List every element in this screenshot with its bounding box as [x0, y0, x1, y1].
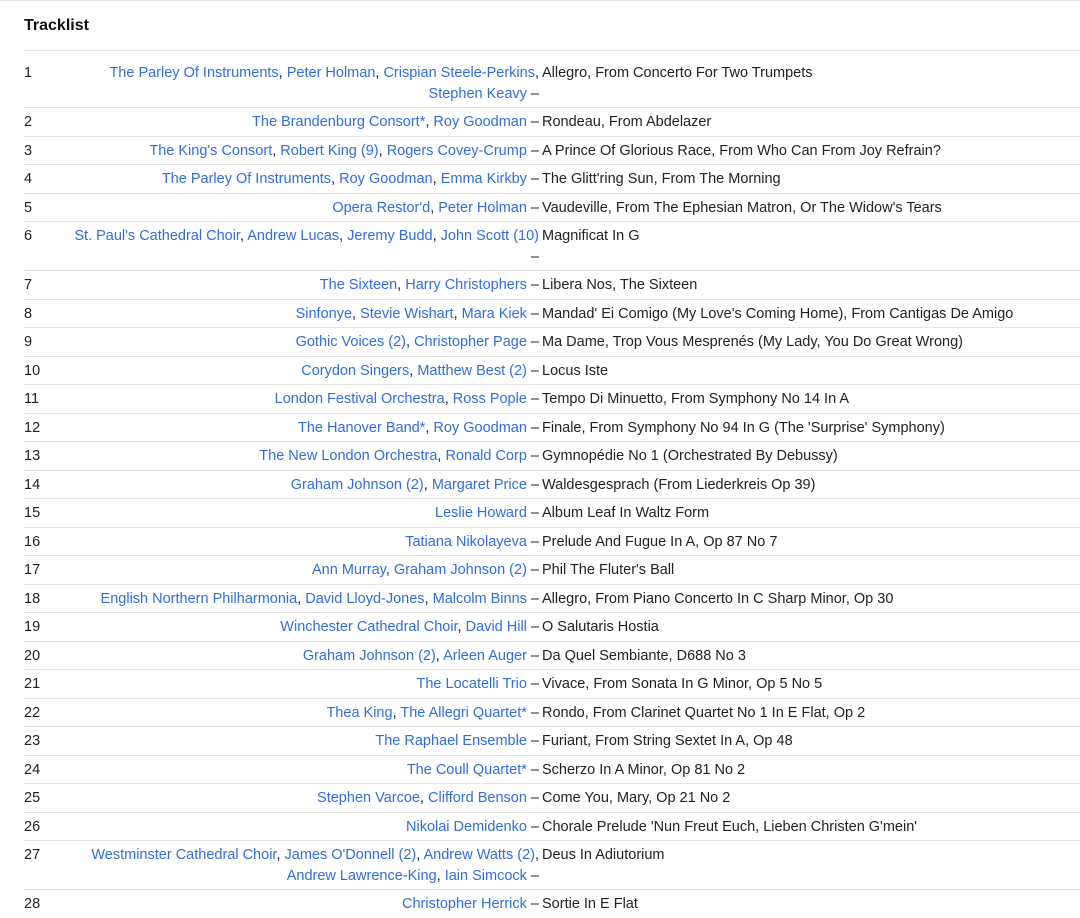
- track-artists: The Coull Quartet* –: [406, 761, 539, 778]
- track-row: [24, 442, 1080, 471]
- track-artists: The Raphael Ensemble –: [375, 733, 539, 749]
- artist-link[interactable]: The Raphael Ensemble: [375, 733, 527, 749]
- artist-link[interactable]: Thea King: [326, 704, 393, 721]
- top-divider: [0, 0, 1080, 1]
- track-row: [24, 137, 1080, 166]
- tracklist-table: [24, 59, 1080, 918]
- track-title: Da Quel Sembiante, D688 No 3: [542, 647, 746, 664]
- track-title: Vivace, From Sonata In G Minor, Op 5 No 5: [542, 676, 823, 692]
- artist-link[interactable]: The Hanover Band*: [297, 419, 426, 436]
- artist-link[interactable]: The Sixteen: [319, 277, 398, 293]
- artist-link[interactable]: Ross Pople: [452, 391, 527, 407]
- track-position: 24: [24, 761, 41, 778]
- track-title: Come You, Mary, Op 21 No 2: [542, 790, 731, 806]
- artist-link[interactable]: Stephen Varcoe: [317, 790, 420, 806]
- track-artists: Nikolai Demidenko –: [406, 818, 539, 835]
- artist-link[interactable]: Andrew Lucas: [247, 228, 340, 244]
- track-artists: The Locatelli Trio –: [416, 676, 539, 692]
- track-artists: Tatiana Nikolayeva –: [405, 533, 539, 550]
- track-position: 27: [24, 847, 41, 863]
- track-artists: Opera Restor'd, Peter Holman –: [332, 199, 539, 216]
- track-row: [24, 194, 1080, 223]
- track-title: Chorale Prelude 'Nun Freut Euch, Lieben Christen G'mein': [542, 818, 918, 835]
- artist-link[interactable]: Arleen Auger: [443, 647, 527, 664]
- artist-link[interactable]: Roy Goodman: [433, 419, 527, 436]
- track-position: 9: [24, 334, 33, 350]
- track-position: 19: [24, 619, 41, 635]
- track-artists: Graham Johnson (2), Margaret Price –: [290, 476, 539, 493]
- artist-link[interactable]: Winchester Cathedral Choir: [280, 619, 458, 635]
- artist-link[interactable]: The New London Orchestra: [259, 448, 438, 464]
- artist-link[interactable]: Harry Christophers: [405, 277, 527, 293]
- artist-link[interactable]: The Parley Of Instruments: [161, 171, 332, 187]
- artist-link[interactable]: St. Paul's Cathedral Choir: [74, 228, 240, 244]
- track-artists: The Parley Of Instruments, Peter Holman, Crispian Steele-Perkins, Stephen Keavy –: [109, 65, 539, 102]
- track-position: 20: [24, 647, 41, 664]
- track-row: [24, 528, 1080, 557]
- track-row: [24, 328, 1080, 357]
- track-title: Ma Dame, Trop Vous Mesprenés (My Lady, You Do Great Wrong): [542, 334, 963, 350]
- artist-link[interactable]: James O'Donnell (2): [284, 847, 417, 863]
- track-artists: The Sixteen, Harry Christophers –: [319, 277, 539, 293]
- track-row: [24, 670, 1080, 699]
- track-position: 2: [24, 114, 33, 130]
- artist-link[interactable]: Graham Johnson (2): [302, 647, 436, 664]
- artist-link[interactable]: Leslie Howard: [435, 505, 527, 521]
- track-artists: Stephen Varcoe, Clifford Benson –: [317, 790, 539, 806]
- track-artists: English Northern Philharmonia, David Lloyd-Jones, Malcolm Binns –: [100, 590, 539, 607]
- track-row: [24, 756, 1080, 785]
- artist-link[interactable]: Peter Holman: [438, 199, 527, 216]
- track-artists: Gothic Voices (2), Christopher Page –: [295, 334, 539, 350]
- artist-link[interactable]: Christopher Page: [414, 334, 527, 350]
- track-title: Scherzo In A Minor, Op 81 No 2: [542, 761, 746, 778]
- track-artists: Corydon Singers, Matthew Best (2) –: [301, 362, 539, 379]
- artist-link[interactable]: Clifford Benson: [428, 790, 527, 806]
- track-row: [24, 414, 1080, 443]
- track-artists: The Hanover Band*, Roy Goodman –: [297, 419, 539, 436]
- track-title: Finale, From Symphony No 94 In G (The 'Surprise' Symphony): [542, 419, 945, 436]
- track-title: Rondeau, From Abdelazer: [542, 114, 712, 130]
- track-position: 13: [24, 448, 41, 464]
- track-position: 21: [24, 676, 41, 692]
- track-row: [24, 385, 1080, 414]
- track-position: 22: [24, 704, 41, 721]
- artist-link[interactable]: Peter Holman: [286, 65, 376, 81]
- artist-link[interactable]: Westminster Cathedral Choir: [91, 847, 277, 863]
- artist-link[interactable]: Graham Johnson (2): [393, 562, 527, 578]
- artist-link[interactable]: Graham Johnson (2): [290, 476, 424, 493]
- artist-link[interactable]: Nikolai Demidenko: [406, 818, 527, 835]
- track-position: 6: [24, 228, 33, 244]
- track-artists: St. Paul's Cathedral Choir, Andrew Lucas, Jeremy Budd, John Scott (10) –: [74, 228, 539, 265]
- track-artists: The New London Orchestra, Ronald Corp –: [259, 448, 539, 464]
- artist-link[interactable]: Gothic Voices (2): [295, 334, 406, 350]
- artist-link[interactable]: Ronald Corp: [445, 448, 527, 464]
- heading-divider: [24, 50, 1080, 51]
- artist-link[interactable]: Mara Kiek: [461, 305, 527, 322]
- track-title: Libera Nos, The Sixteen: [542, 277, 698, 293]
- track-row: [24, 813, 1080, 842]
- track-title: Phil The Fluter's Ball: [542, 562, 675, 578]
- track-position: 26: [24, 818, 41, 835]
- artist-link[interactable]: Matthew Best (2): [417, 362, 527, 379]
- track-artists: Thea King, The Allegri Quartet* –: [326, 704, 539, 721]
- track-artists: The Parley Of Instruments, Roy Goodman, Emma Kirkby –: [161, 171, 539, 187]
- track-title: Vaudeville, From The Ephesian Matron, Or The Widow's Tears: [542, 199, 942, 216]
- artist-link[interactable]: Tatiana Nikolayeva: [405, 533, 527, 550]
- track-artists: Ann Murray, Graham Johnson (2) –: [311, 562, 539, 578]
- artist-link[interactable]: Andrew Lawrence-King: [286, 867, 437, 884]
- artist-link[interactable]: Stevie Wishart: [360, 305, 454, 322]
- track-title: Prelude And Fugue In A, Op 87 No 7: [542, 533, 778, 550]
- track-artists: The Brandenburg Consort*, Roy Goodman –: [252, 114, 539, 130]
- artist-link[interactable]: The Coull Quartet*: [406, 761, 527, 778]
- track-title: Deus In Adiutorium: [542, 847, 665, 863]
- track-title: Album Leaf In Waltz Form: [542, 505, 710, 521]
- track-position: 25: [24, 790, 41, 806]
- artist-link[interactable]: The Locatelli Trio: [416, 676, 527, 692]
- track-position: 12: [24, 419, 41, 436]
- track-artists: Winchester Cathedral Choir, David Hill –: [280, 619, 539, 635]
- track-artists: The King's Consort, Robert King (9), Rogers Covey-Crump –: [149, 142, 539, 159]
- artist-link[interactable]: The Brandenburg Consort*: [252, 114, 426, 130]
- artist-link[interactable]: David Lloyd-Jones: [305, 590, 425, 607]
- track-position: 14: [24, 476, 41, 493]
- track-title: The Glitt'ring Sun, From The Morning: [542, 171, 781, 187]
- track-title: Waldesgesprach (From Liederkreis Op 39): [542, 476, 816, 493]
- track-row: [24, 108, 1080, 137]
- track-title: Locus Iste: [542, 362, 609, 379]
- artist-link[interactable]: Rogers Covey-Crump: [386, 142, 527, 159]
- track-artists: Christopher Herrick –: [402, 896, 539, 912]
- track-position: 8: [24, 305, 33, 322]
- track-position: 10: [24, 362, 41, 379]
- track-title: Magnificat In G: [542, 228, 640, 244]
- artist-link[interactable]: Andrew Watts (2): [423, 847, 535, 863]
- track-row: [24, 59, 1080, 108]
- track-row: [24, 613, 1080, 642]
- track-position: 16: [24, 533, 41, 550]
- track-row: [24, 271, 1080, 300]
- artist-link[interactable]: Robert King (9): [280, 142, 379, 159]
- artist-link[interactable]: David Hill: [465, 619, 527, 635]
- track-title: Mandad' Ei Comigo (My Love's Coming Home), From Cantigas De Amigo: [542, 305, 1014, 322]
- track-row: [24, 300, 1080, 329]
- track-title: A Prince Of Glorious Race, From Who Can From Joy Refrain?: [542, 142, 941, 159]
- track-position: 5: [24, 199, 33, 216]
- artist-link[interactable]: Roy Goodman: [433, 114, 527, 130]
- track-row: [24, 890, 1080, 918]
- artist-link[interactable]: Roy Goodman: [339, 171, 433, 187]
- track-artists: Westminster Cathedral Choir, James O'Donnell (2), Andrew Watts (2), Andrew Lawrence-King, Iain Simcock –: [91, 847, 539, 884]
- track-artists: Sinfonye, Stevie Wishart, Mara Kiek –: [295, 305, 539, 322]
- track-position: 23: [24, 733, 41, 749]
- track-row: [24, 699, 1080, 728]
- track-row: [24, 471, 1080, 500]
- track-artists: Graham Johnson (2), Arleen Auger –: [302, 647, 539, 664]
- track-row: [24, 357, 1080, 386]
- artist-link[interactable]: The Parley Of Instruments: [109, 65, 279, 81]
- track-row: [24, 222, 1080, 271]
- track-artists: London Festival Orchestra, Ross Pople –: [274, 391, 539, 407]
- track-row: [24, 727, 1080, 756]
- artist-link[interactable]: Ann Murray: [311, 562, 386, 578]
- track-position: 3: [24, 142, 33, 159]
- artist-link[interactable]: Stephen Keavy: [428, 85, 527, 102]
- track-row: [24, 165, 1080, 194]
- track-title: O Salutaris Hostia: [542, 619, 659, 635]
- artist-link[interactable]: Malcolm Binns: [432, 590, 527, 607]
- track-title: Rondo, From Clarinet Quartet No 1 In E Flat, Op 2: [542, 704, 866, 721]
- track-position: 18: [24, 590, 41, 607]
- artist-link[interactable]: John Scott (10): [440, 228, 539, 244]
- track-title: Gymnopédie No 1 (Orchestrated By Debussy): [542, 448, 838, 464]
- artist-link[interactable]: The King's Consort: [149, 142, 273, 159]
- artist-link[interactable]: Opera Restor'd: [332, 199, 431, 216]
- track-title: Sortie In E Flat: [542, 896, 638, 912]
- track-position: 1: [24, 65, 33, 81]
- track-row: [24, 784, 1080, 813]
- track-position: 7: [24, 277, 33, 293]
- tracklist-heading: Tracklist: [24, 17, 89, 34]
- track-row: [24, 499, 1080, 528]
- artist-link[interactable]: Corydon Singers: [301, 362, 410, 379]
- track-title: Allegro, From Concerto For Two Trumpets: [542, 65, 813, 81]
- artist-link[interactable]: Sinfonye: [295, 305, 353, 322]
- artist-link[interactable]: The Allegri Quartet*: [400, 704, 527, 721]
- track-title: Tempo Di Minuetto, From Symphony No 14 In A: [542, 391, 850, 407]
- track-row: [24, 556, 1080, 585]
- track-position: 17: [24, 562, 41, 578]
- artist-link[interactable]: Iain Simcock: [444, 867, 527, 884]
- artist-link[interactable]: Margaret Price: [431, 476, 527, 493]
- artist-link[interactable]: Christopher Herrick: [402, 896, 527, 912]
- artist-link[interactable]: Crispian Steele-Perkins: [383, 65, 535, 81]
- track-row: [24, 841, 1080, 890]
- artist-link[interactable]: London Festival Orchestra: [274, 391, 445, 407]
- track-position: 15: [24, 505, 41, 521]
- track-position: 11: [24, 391, 40, 407]
- artist-link[interactable]: English Northern Philharmonia: [100, 590, 298, 607]
- track-row: [24, 642, 1080, 671]
- track-title: Allegro, From Piano Concerto In C Sharp Minor, Op 30: [542, 590, 894, 607]
- track-row: [24, 585, 1080, 614]
- track-artists: Leslie Howard –: [435, 505, 539, 521]
- artist-link[interactable]: Emma Kirkby: [440, 171, 527, 187]
- track-title: Furiant, From String Sextet In A, Op 48: [542, 733, 793, 749]
- track-position: 4: [24, 171, 33, 187]
- artist-link[interactable]: Jeremy Budd: [347, 228, 433, 244]
- track-position: 28: [24, 896, 41, 912]
